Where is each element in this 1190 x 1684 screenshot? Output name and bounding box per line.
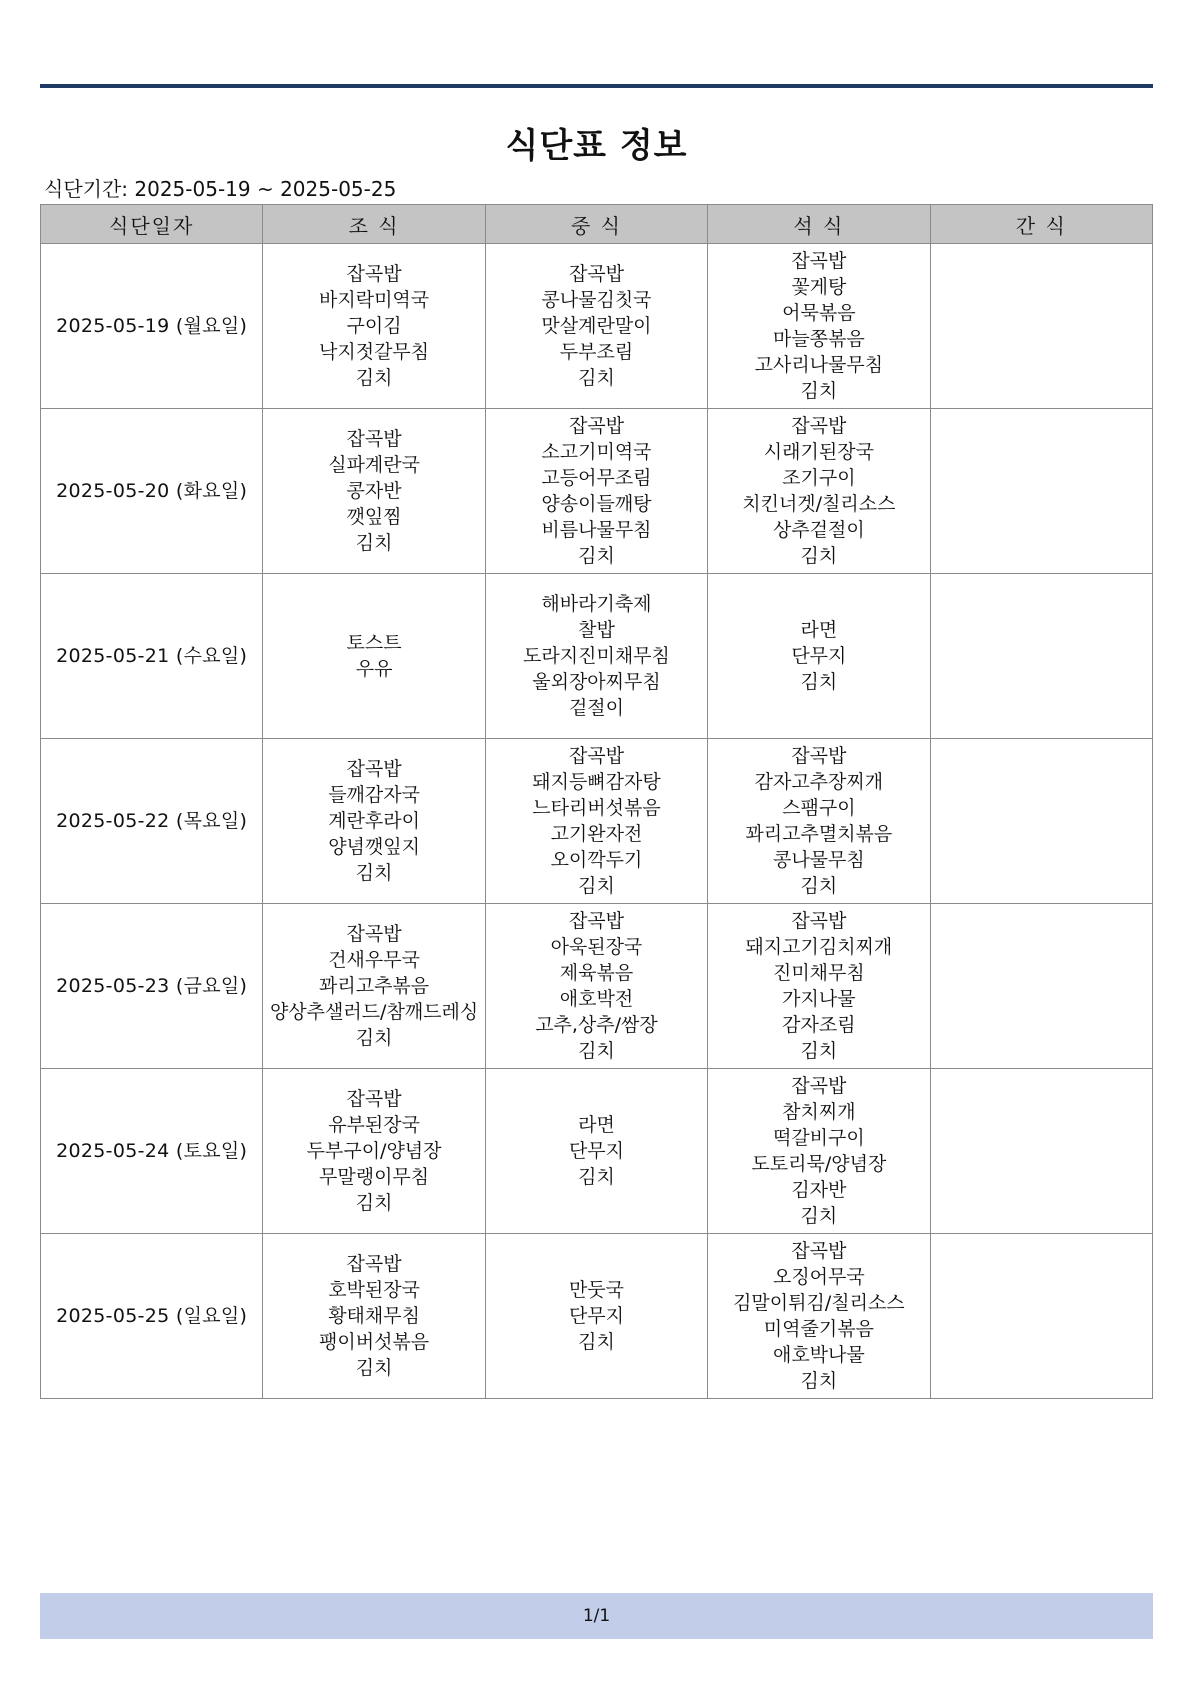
dish-item: 황태채무침 <box>328 1305 420 1327</box>
dish-item: 김말이튀김/칠리소스 <box>733 1292 905 1314</box>
dish-item: 무말랭이무침 <box>319 1166 430 1188</box>
dish-item: 들깨감자국 <box>328 784 420 806</box>
page-title: 식단표 정보 <box>505 126 688 166</box>
lunch-cell <box>485 739 707 904</box>
dish-item: 두부구이/양념장 <box>306 1140 442 1162</box>
dish-item: 도토리묵/양념장 <box>751 1153 887 1175</box>
dish-item: 잡곡밥 <box>568 910 624 932</box>
dish-item: 잡곡밥 <box>568 263 624 285</box>
dish-item: 상추겉절이 <box>772 519 865 541</box>
dish-item: 김치 <box>355 532 393 554</box>
dish-item: 팽이버섯볶음 <box>319 1331 430 1353</box>
dish-item: 시래기된장국 <box>763 441 874 463</box>
snack-cell <box>930 244 1152 409</box>
dish-item: 느타리버섯볶음 <box>532 797 661 819</box>
dish-item: 양송이들깨탕 <box>541 493 652 515</box>
dish-item: 오징어무국 <box>772 1266 865 1288</box>
dish-item: 잡곡밥 <box>791 1240 847 1262</box>
dinner-cell <box>708 1234 930 1399</box>
dinner-cell <box>708 1069 930 1234</box>
dish-item: 콩나물김칫국 <box>541 289 652 311</box>
dish-item: 김치 <box>355 1027 393 1049</box>
dish-item: 김치 <box>578 1331 615 1353</box>
dish-item: 돼지고기김치찌개 <box>745 936 893 958</box>
dish-item: 감자조림 <box>782 1014 856 1036</box>
dish-item: 건새우무국 <box>328 949 420 971</box>
dish-item: 비름나물무침 <box>541 519 652 541</box>
dish-item: 라면 <box>800 619 838 641</box>
dish-item: 콩나물무침 <box>772 849 865 871</box>
dish-item: 떡갈비구이 <box>772 1127 865 1149</box>
dish-item: 김치 <box>355 1357 393 1379</box>
dish-item: 치킨너겟/칠리소스 <box>742 493 896 515</box>
dish-item: 호박된장국 <box>328 1279 420 1301</box>
dish-item: 잡곡밥 <box>346 1088 402 1110</box>
breakfast-cell <box>263 409 485 574</box>
dish-item: 아욱된장국 <box>550 936 643 958</box>
date-cell: 2025-05-20 (화요일) <box>41 409 263 574</box>
meal-table <box>40 204 1153 1399</box>
table-row <box>41 739 1153 904</box>
dinner-cell <box>708 574 930 739</box>
dish-item: 김치 <box>800 671 838 693</box>
snack-cell <box>930 409 1152 574</box>
breakfast-cell <box>263 739 485 904</box>
breakfast-cell <box>263 1234 485 1399</box>
top-rule <box>40 84 1153 88</box>
dish-item: 스팸구이 <box>782 797 856 819</box>
lunch-cell <box>485 904 707 1069</box>
dish-item: 구이김 <box>346 315 402 337</box>
dish-item: 단무지 <box>791 645 847 667</box>
dish-item: 김치 <box>578 1166 615 1188</box>
lunch-cell <box>485 574 707 739</box>
dish-item: 애호박전 <box>559 988 634 1010</box>
dish-item: 바지락미역국 <box>319 289 430 311</box>
dish-item: 김치 <box>800 1040 838 1062</box>
snack-cell <box>930 574 1152 739</box>
header-snack: 간 식 <box>930 205 1152 244</box>
dish-item: 김치 <box>578 545 615 567</box>
table-body <box>41 244 1153 1399</box>
header-dinner: 석 식 <box>708 205 930 244</box>
dish-item: 잡곡밥 <box>791 910 847 932</box>
dinner-cell <box>708 244 930 409</box>
dish-item: 깻잎찜 <box>346 506 402 528</box>
dish-item: 유부된장국 <box>328 1114 420 1136</box>
dish-item: 잡곡밥 <box>791 745 847 767</box>
snack-cell <box>930 1234 1152 1399</box>
footer-bar <box>40 1593 1153 1639</box>
dish-item: 양념깻잎지 <box>328 836 420 858</box>
meal-period-label: 식단기간: 2025-05-19 ~ 2025-05-25 <box>44 177 397 201</box>
dish-item: 고기완자전 <box>550 823 643 845</box>
page-indicator: 1/1 <box>582 1606 611 1626</box>
dish-item: 김치 <box>800 380 838 402</box>
dish-item: 잡곡밥 <box>791 1075 847 1097</box>
dish-item: 단무지 <box>568 1305 624 1327</box>
dinner-cell <box>708 409 930 574</box>
dish-item: 김치 <box>800 875 838 897</box>
dish-item: 김치 <box>355 367 393 389</box>
header-breakfast: 조 식 <box>263 205 485 244</box>
dish-item: 실파계란국 <box>328 454 420 476</box>
breakfast-cell <box>263 574 485 739</box>
date-cell: 2025-05-25 (일요일) <box>41 1234 263 1399</box>
dish-item: 잡곡밥 <box>791 250 847 272</box>
dinner-cell <box>708 904 930 1069</box>
dish-item: 꽈리고추볶음 <box>319 975 430 997</box>
dish-item: 돼지등뼈감자탕 <box>532 771 661 793</box>
date-cell: 2025-05-24 (토요일) <box>41 1069 263 1234</box>
dish-item: 양상추샐러드/참깨드레싱 <box>269 1001 479 1023</box>
dish-item: 두부조림 <box>559 341 634 363</box>
dish-item: 잡곡밥 <box>346 923 402 945</box>
dish-item: 잡곡밥 <box>346 1253 402 1275</box>
date-cell: 2025-05-21 (수요일) <box>41 574 263 739</box>
lunch-cell <box>485 244 707 409</box>
dish-item: 찰밥 <box>578 619 615 641</box>
snack-cell <box>930 904 1152 1069</box>
dish-item: 고등어무조림 <box>541 467 652 489</box>
date-cell: 2025-05-23 (금요일) <box>41 904 263 1069</box>
table-row <box>41 244 1153 409</box>
dish-item: 어묵볶음 <box>782 302 856 324</box>
dish-item: 애호박나물 <box>772 1344 865 1366</box>
dish-item: 김치 <box>355 862 393 884</box>
header-lunch: 중 식 <box>485 205 707 244</box>
dish-item: 김치 <box>800 545 838 567</box>
dish-item: 오이깍두기 <box>550 849 643 871</box>
date-cell: 2025-05-19 (월요일) <box>41 244 263 409</box>
dish-item: 잡곡밥 <box>346 263 402 285</box>
dish-item: 해바라기축제 <box>541 593 652 615</box>
meal-period <box>44 173 396 202</box>
table-row <box>41 904 1153 1069</box>
table-row <box>41 409 1153 574</box>
dish-item: 계란후라이 <box>328 810 420 832</box>
lunch-cell <box>485 1069 707 1234</box>
breakfast-cell <box>263 904 485 1069</box>
dish-item: 잡곡밥 <box>568 415 624 437</box>
date-cell: 2025-05-22 (목요일) <box>41 739 263 904</box>
dish-item: 김치 <box>355 1192 393 1214</box>
dish-item: 도라지진미채무침 <box>523 645 670 667</box>
table-row <box>41 1234 1153 1399</box>
dish-item: 우유 <box>355 658 393 680</box>
dish-item: 잡곡밥 <box>346 758 402 780</box>
dish-item: 마늘쫑볶음 <box>772 328 865 350</box>
dish-item: 진미채무침 <box>772 962 865 984</box>
dish-item: 김치 <box>578 1040 615 1062</box>
dish-item: 참치찌개 <box>782 1101 856 1123</box>
dish-item: 가지나물 <box>782 988 856 1010</box>
header-date: 식단일자 <box>41 205 263 244</box>
dish-item: 소고기미역국 <box>541 441 652 463</box>
dish-item: 김치 <box>578 875 615 897</box>
breakfast-cell <box>263 244 485 409</box>
dish-item: 라면 <box>578 1114 615 1136</box>
dish-item: 낙지젓갈무침 <box>319 341 430 363</box>
snack-cell <box>930 1069 1152 1234</box>
dish-item: 김치 <box>800 1370 838 1392</box>
dish-item: 겉절이 <box>568 697 624 719</box>
lunch-cell <box>485 1234 707 1399</box>
dish-item: 김치 <box>578 367 615 389</box>
snack-cell <box>930 739 1152 904</box>
dish-item: 잡곡밥 <box>791 415 847 437</box>
dish-item: 감자고추장찌개 <box>754 771 884 793</box>
dish-item: 만둣국 <box>568 1279 624 1301</box>
dish-item: 고추,상추/쌈장 <box>535 1014 658 1036</box>
dish-item: 잡곡밥 <box>346 428 402 450</box>
dish-item: 제육볶음 <box>559 962 634 984</box>
dish-item: 단무지 <box>568 1140 624 1162</box>
dish-item: 맛살계란말이 <box>541 315 652 337</box>
table-row <box>41 1069 1153 1234</box>
dinner-cell <box>708 739 930 904</box>
dish-item: 잡곡밥 <box>568 745 624 767</box>
dish-item: 조기구이 <box>782 467 856 489</box>
header-row <box>41 205 1153 244</box>
dish-item: 고사리나물무침 <box>754 354 884 376</box>
dish-item: 김자반 <box>791 1179 847 1201</box>
dish-item: 미역줄기볶음 <box>763 1318 874 1340</box>
dish-item: 꽈리고추멸치볶음 <box>745 823 893 845</box>
dish-item: 울외장아찌무침 <box>532 671 661 693</box>
dish-item: 콩자반 <box>346 480 402 502</box>
dish-item: 김치 <box>800 1205 838 1227</box>
table-row <box>41 574 1153 739</box>
breakfast-cell <box>263 1069 485 1234</box>
lunch-cell <box>485 409 707 574</box>
dish-item: 꽃게탕 <box>791 276 847 298</box>
dish-item: 토스트 <box>346 632 402 654</box>
